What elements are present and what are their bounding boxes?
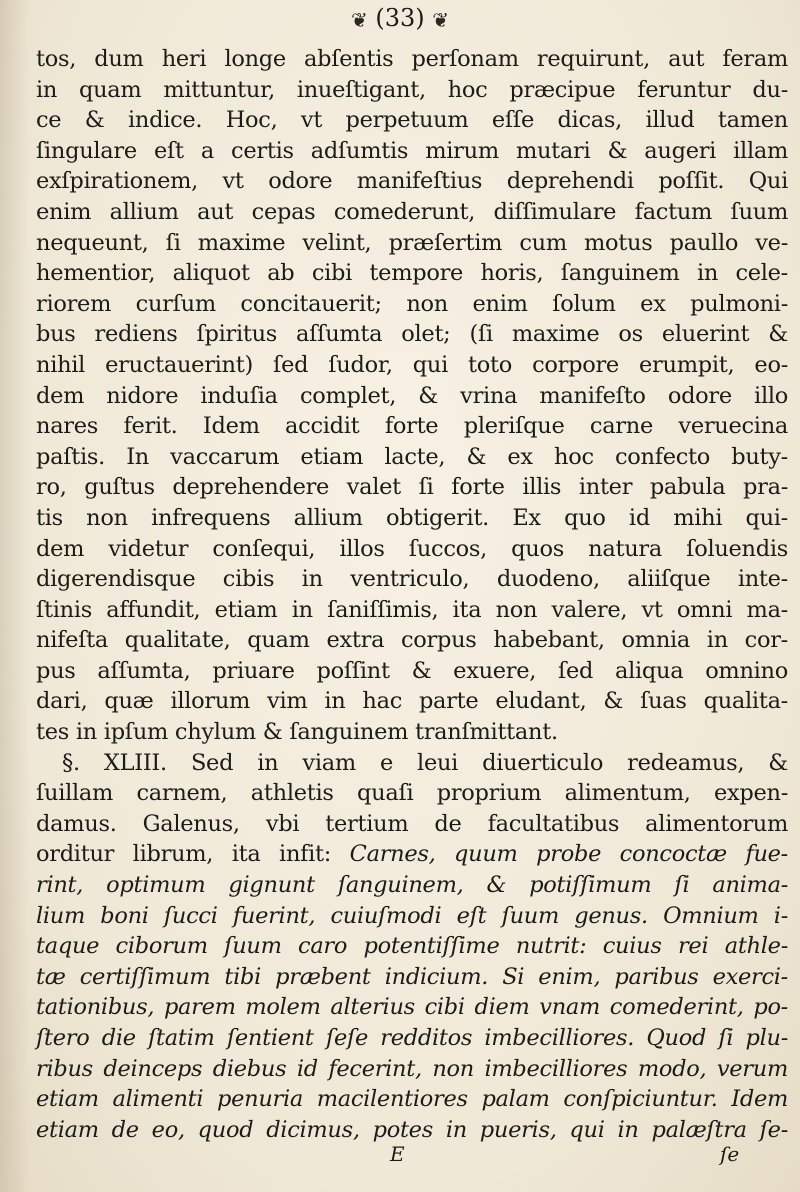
text-line: nihil eructauerint) ſed ſudor, qui toto corpore erumpit, eo- bbox=[36, 351, 788, 378]
text-line: ſingulare eſt a certis adſumtis mirum mutari & augeri illam bbox=[36, 137, 788, 164]
text-line: enim allium aut cepas comederunt, diſſimulare factum ſuum bbox=[36, 198, 788, 225]
quote-start: Carnes, quum probe concoctæ fue- bbox=[349, 841, 788, 868]
text-line: dem nidore induſia complet, & vrina manifeſto odore illo bbox=[36, 382, 788, 409]
text-line: damus. Galenus, vbi tertium de facultatibus alimentorum bbox=[36, 810, 788, 837]
text-line: hementior, aliquot ab cibi tempore horis, ſanguinem in cele- bbox=[36, 260, 788, 287]
text-line: digerendisque cibis in ventriculo, duodeno, aliiſque inte- bbox=[36, 566, 788, 593]
quote-lead: orditur librum, ita infit: bbox=[36, 841, 332, 868]
page-number: (33) bbox=[375, 4, 425, 32]
catchword: ſe bbox=[720, 1142, 740, 1166]
quote-line: tæ certiſſimum tibi præbent indicium. Si enim, paribus exerci- bbox=[36, 963, 788, 990]
quote-line: rint, optimum gignunt ſanguinem, & potiſſimum ſi anima- bbox=[36, 872, 788, 899]
text-line: ce & indice. Hoc, vt perpetuum eſſe dicas, illud tamen bbox=[36, 107, 788, 134]
text-line: dem videtur conſequi, illos ſuccos, quos natura ſoluendis bbox=[36, 535, 788, 562]
text-line: nifeſta qualitate, quam extra corpus habebant, omnia in cor- bbox=[36, 627, 788, 654]
text-line: exſpirationem, vt odore manifeſtius deprehendi poſſit. Qui bbox=[36, 168, 788, 195]
quote-line: taque ciborum ſuum caro potentiſſime nutrit: cuius rei athle- bbox=[36, 933, 788, 960]
text-line: tos, dum heri longe abſentis perſonam requirunt, aut feram bbox=[36, 46, 788, 72]
text-line: ſtinis affundit, etiam in ſaniſſimis, ita non valere, vt omni ma- bbox=[36, 596, 788, 623]
body-text bbox=[36, 44, 788, 1145]
text-line: dari, quæ illorum vim in hac parte eludant, & ſuas qualita- bbox=[36, 688, 788, 715]
quote-line: ribus deinceps diebus id fecerint, non imbecilliores modo, verum bbox=[36, 1055, 788, 1082]
left-ornament-icon: ❦ bbox=[350, 7, 368, 32]
text-line: tis non infrequens allium obtigerit. Ex quo id mihi qui- bbox=[36, 504, 788, 531]
quote-line: lium boni ſucci fuerint, cuiuſmodi eſt ſuum genus. Omnium i- bbox=[36, 902, 788, 929]
text-line: nequeunt, ſi maxime velint, præſertim cum motus paullo ve- bbox=[36, 229, 788, 256]
text-line: tes in ipſum chylum & ſanguinem tranſmittant. bbox=[36, 719, 558, 746]
quote-line: ſtero die ſtatim ſentient ſeſe redditos imbecilliores. Quod ſi plu- bbox=[36, 1025, 788, 1051]
text-line: pus aſſumta, priuare poſſint & exuere, ſed aliqua omnino bbox=[36, 657, 788, 684]
text-line: in quam mittuntur, inueſtigant, hoc præcipue feruntur du- bbox=[36, 76, 788, 103]
text-line: ſuillam carnem, athletis quaſi proprium alimentum, expen- bbox=[36, 780, 788, 807]
page-header bbox=[0, 4, 800, 32]
quote-line: etiam de eo, quod dicimus, potes in pueris, qui in palæſtra ſe- bbox=[36, 1116, 788, 1143]
quote-line: tationibus, parem molem alterius cibi diem vnam comederint, po- bbox=[36, 994, 788, 1021]
text-line: ro, guſtus deprehendere valet ſi forte illis inter pabula pra- bbox=[36, 474, 788, 501]
quote-line: etiam alimenti penuria macilentiores palam conſpiciuntur. Idem bbox=[36, 1086, 788, 1113]
text-line: paſtis. In vaccarum etiam lacte, & ex hoc confecto buty- bbox=[36, 443, 788, 470]
section-heading-line: §. XLIII. Sed in viam e leui diuerticulo redeamus, & bbox=[62, 749, 788, 776]
text-line: bus rediens ſpiritus aſſumta olet; (ſi maxime os eluerint & bbox=[36, 321, 788, 348]
text-line: nares ferit. Idem accidit forte pleriſque carne veruecina bbox=[36, 413, 788, 440]
text-line: riorem curſum concitauerit; non enim ſolum ex pulmoni- bbox=[36, 290, 788, 317]
right-ornament-icon: ❦ bbox=[432, 7, 450, 32]
signature-mark: E bbox=[390, 1142, 405, 1166]
text-line bbox=[36, 839, 788, 870]
page-fold-shadow bbox=[0, 0, 30, 1192]
